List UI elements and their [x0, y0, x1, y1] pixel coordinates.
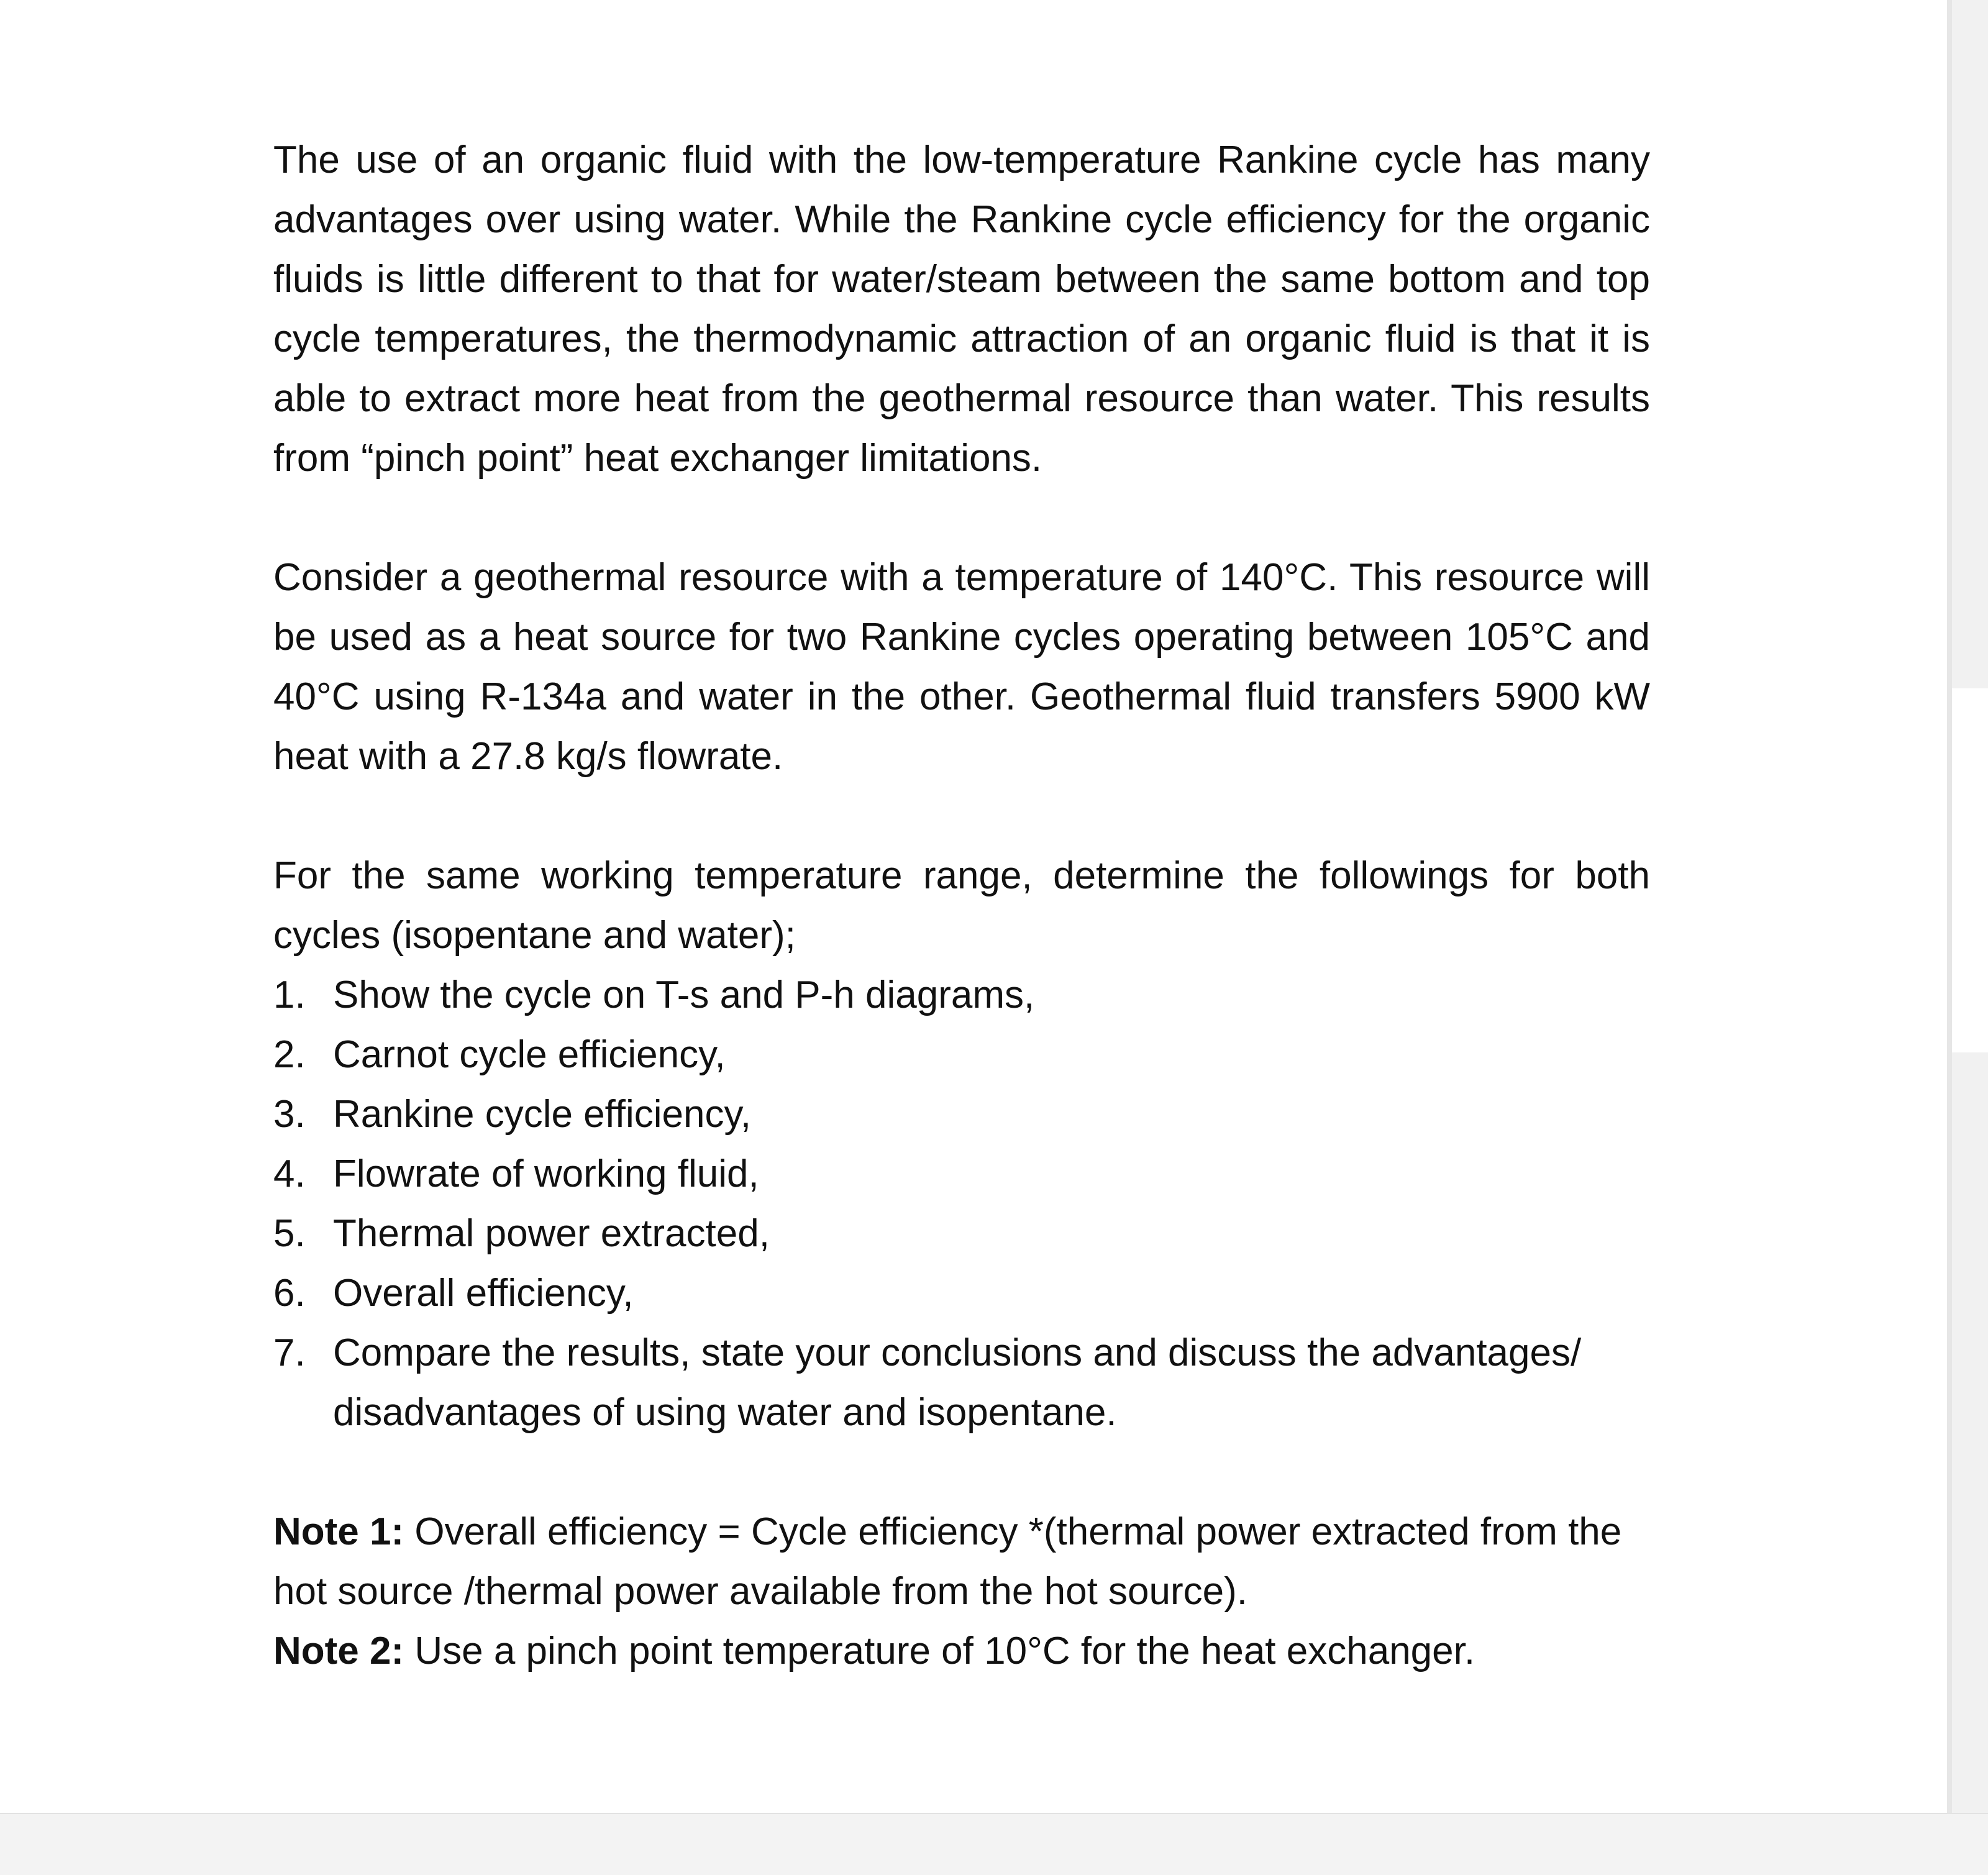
page-edge: [1947, 0, 1952, 1813]
list-item: [273, 1025, 1650, 1085]
note-text: Overall efficiency = Cycle efficiency *(thermal power extracted from the hot source /thermal power available from the hot source).: [273, 1510, 1622, 1613]
document-content: [273, 130, 1650, 1681]
note-text: Use a pinch point temperature of 10°C for the heat exchanger.: [404, 1630, 1475, 1672]
list-item-text: Carnot cycle efficiency,: [333, 1033, 726, 1076]
list-item-number: 7.: [273, 1331, 306, 1374]
list-item: [273, 1085, 1650, 1144]
notes-section: [273, 1502, 1650, 1681]
task-list: [273, 965, 1650, 1443]
list-item: [273, 1204, 1650, 1264]
note-2: [273, 1622, 1650, 1681]
problem-paragraph: Consider a geothermal resource with a temperature of 140°C. This resource will be used as a heat source for two Rankine cycles operating between 105°C and 40°C using R-134a and water in the other. Geothermal fluid transfers 5900 kW heat with a 27.8 kg/s flowrate.: [273, 556, 1650, 778]
task-intro-paragraph: For the same working temperature range, determine the followings for both cycles (isopentane and water);: [273, 854, 1650, 957]
list-item-text: Rankine cycle efficiency,: [333, 1093, 752, 1136]
note-label: Note 2:: [273, 1630, 404, 1672]
list-item: [273, 1323, 1650, 1443]
list-item-text: Overall efficiency,: [333, 1272, 634, 1315]
list-item-number: 5.: [273, 1212, 306, 1255]
scrollbar-thumb[interactable]: [1952, 688, 1988, 1052]
bottom-bar: [0, 1813, 1988, 1875]
list-item-text: Flowrate of working fluid,: [333, 1152, 759, 1195]
list-item-text: Thermal power extracted,: [333, 1212, 770, 1255]
list-item-text: Show the cycle on T-s and P-h diagrams,: [333, 974, 1035, 1016]
list-item-number: 1.: [273, 974, 306, 1016]
note-1: [273, 1502, 1650, 1622]
note-label: Note 1:: [273, 1510, 404, 1553]
list-item-number: 3.: [273, 1093, 306, 1136]
intro-paragraph: The use of an organic fluid with the low-temperature Rankine cycle has many advantages over using water. While the Rankine cycle efficiency for the organic fluids is little different to that for water/steam between the same bottom and top cycle temperatures, the thermodynamic attraction of an organic fluid is that it is able to extract more heat from the geothermal resource than water. This results from “pinch point” heat exchanger limitations.: [273, 139, 1650, 480]
list-item-text: Compare the results, state your conclusions and discuss the advantages/ disadvantages of using water and isopentane.: [333, 1331, 1582, 1434]
list-item-number: 4.: [273, 1152, 306, 1195]
list-item-number: 2.: [273, 1033, 306, 1076]
list-item: [273, 1144, 1650, 1204]
list-item: [273, 965, 1650, 1025]
list-item: [273, 1264, 1650, 1323]
list-item-number: 6.: [273, 1272, 306, 1315]
